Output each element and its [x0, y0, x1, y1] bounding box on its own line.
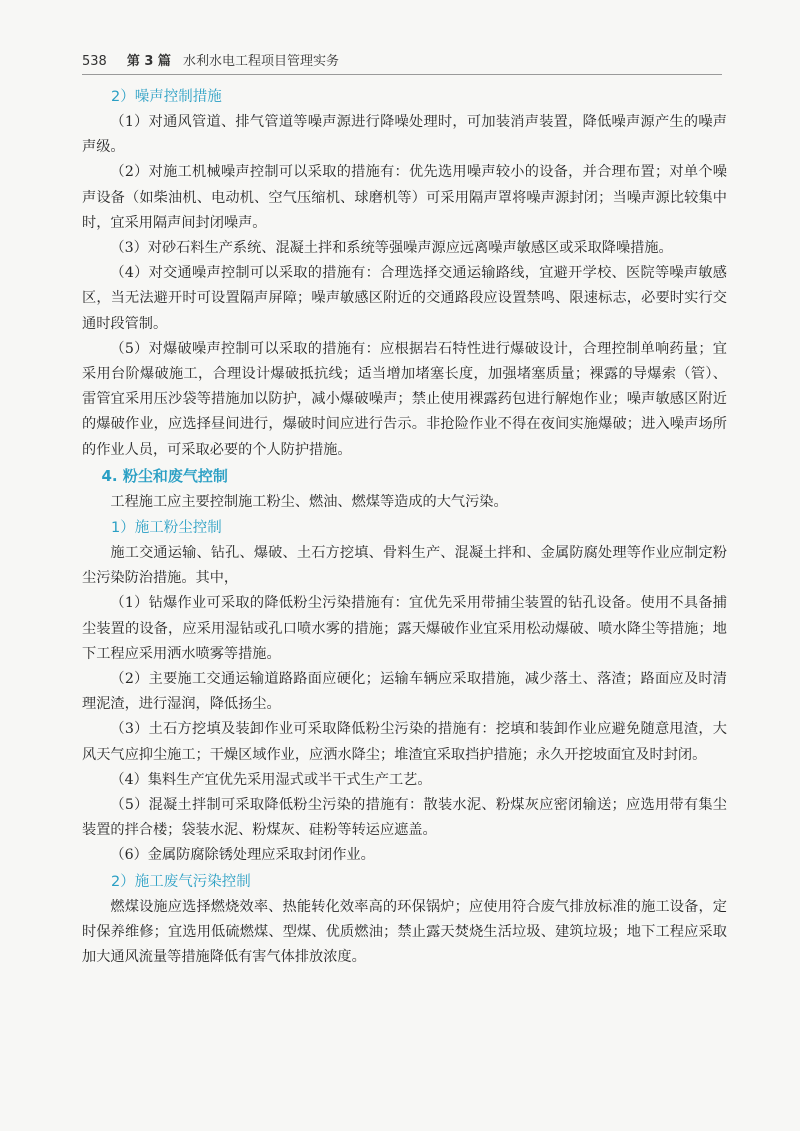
- section-heading: 2）施工废气污染控制: [111, 873, 251, 890]
- page-body: [82, 84, 727, 970]
- paragraph: （3）土石方挖填及装卸作业可采取降低粉尘污染的措施有：挖填和装卸作业应避免随意甩渣，大风天气应抑尘施工；干燥区域作业，应洒水降尘；堆渣宜采取挡护措施；永久开挖坡面宜及时封闭。: [82, 721, 727, 763]
- paragraph: （3）对砂石料生产系统、混凝土拌和系统等强噪声源应远离噪声敏感区或采取降噪措施。: [110, 240, 673, 257]
- paragraph: （2）对施工机械噪声控制可以采取的措施有：优先选用噪声较小的设备，并合理布置；对单个噪声设备（如柴油机、电动机、空气压缩机、球磨机等）可采用隔声罩将噪声源封闭；当噪声源比较集中时，宜采用隔声间封闭噪声。: [82, 164, 727, 231]
- book-title: 水利水电工程项目管理实务: [182, 54, 339, 69]
- paragraph: （2）主要施工交通运输道路路面应硬化；运输车辆应采取措施，减少落土、落渣；路面应及时清理泥渣，进行湿润，降低扬尘。: [82, 671, 727, 713]
- paragraph: 燃煤设施应选择燃烧效率、热能转化效率高的环保锅炉；应使用符合废气排放标准的施工设备，定时保养维修；宜选用低硫燃煤、型煤、优质燃油；禁止露天焚烧生活垃圾、建筑垃圾；地下工程应采取加大通风流量等措施降低有害气体排放浓度。: [82, 898, 727, 966]
- paragraph: （4）集料生产宜优先采用湿式或半干式生产工艺。: [110, 771, 432, 788]
- page-number: 538: [82, 54, 107, 69]
- paragraph: （4）对交通噪声控制可以采取的措施有：合理选择交通运输路线，宜避开学校、医院等噪声敏感区，当无法避开时可设置隔声屏障；噪声敏感区附近的交通路段应设置禁鸣、限速标志，必要时实行交通时段管制。: [82, 265, 727, 332]
- paragraph: （1）钻爆作业可采取的降低粉尘污染措施有：宜优先采用带捕尘装置的钻孔设备。使用不具备捕尘装置的设备，应采用湿钻或孔口喷水雾的措施；露天爆破作业宜采用松动爆破、喷水降尘等措施；地下工程应采用洒水喷雾等措施。: [82, 595, 727, 662]
- header-divider: [82, 74, 722, 75]
- chapter-heading: 4. 粉尘和废气控制: [101, 466, 228, 485]
- running-header: [82, 50, 722, 72]
- section-heading: 2）噪声控制措施: [111, 89, 222, 105]
- part-label: 第 3 篇: [126, 54, 171, 69]
- section-heading: 1）施工粉尘控制: [111, 520, 222, 537]
- paragraph: （5）混凝土拌制可采取降低粉尘污染的措施有：散装水泥、粉煤灰应密闭输送；应选用带有集尘装置的拌合楼；袋装水泥、粉煤灰、硅粉等转运应遮盖。: [82, 797, 727, 839]
- paragraph: 施工交通运输、钻孔、爆破、土石方挖填、骨料生产、混凝土拌和、金属防腐处理等作业应制定粉尘污染防治措施。其中，: [82, 545, 727, 587]
- paragraph: （6）金属防腐除锈处理应采取封闭作业。: [110, 847, 375, 864]
- paragraph: 工程施工应主要控制施工粉尘、燃油、燃煤等造成的大气污染。: [110, 493, 508, 510]
- paragraph: （1）对通风管道、排气管道等噪声源进行降噪处理时，可加装消声装置，降低噪声源产生的噪声声级。: [82, 114, 727, 156]
- paragraph: （5）对爆破噪声控制可以采取的措施有：应根据岩石特性进行爆破设计，合理控制单响药量；宜采用台阶爆破施工，合理设计爆破抵抗线；适当增加堵塞长度，加强堵塞质量；裸露的导爆索（管）、雷管宜采用压沙袋等措施加以防护，减小爆破噪声；禁止使用裸露药包进行解炮作业；噪声敏感区附近的爆破作业，应选择昼间进行，爆破时间应进行告示。非抢险作业不得在夜间实施爆破；进入噪声场所的作业人员，可采取必要的个人防护措施。: [82, 340, 727, 458]
